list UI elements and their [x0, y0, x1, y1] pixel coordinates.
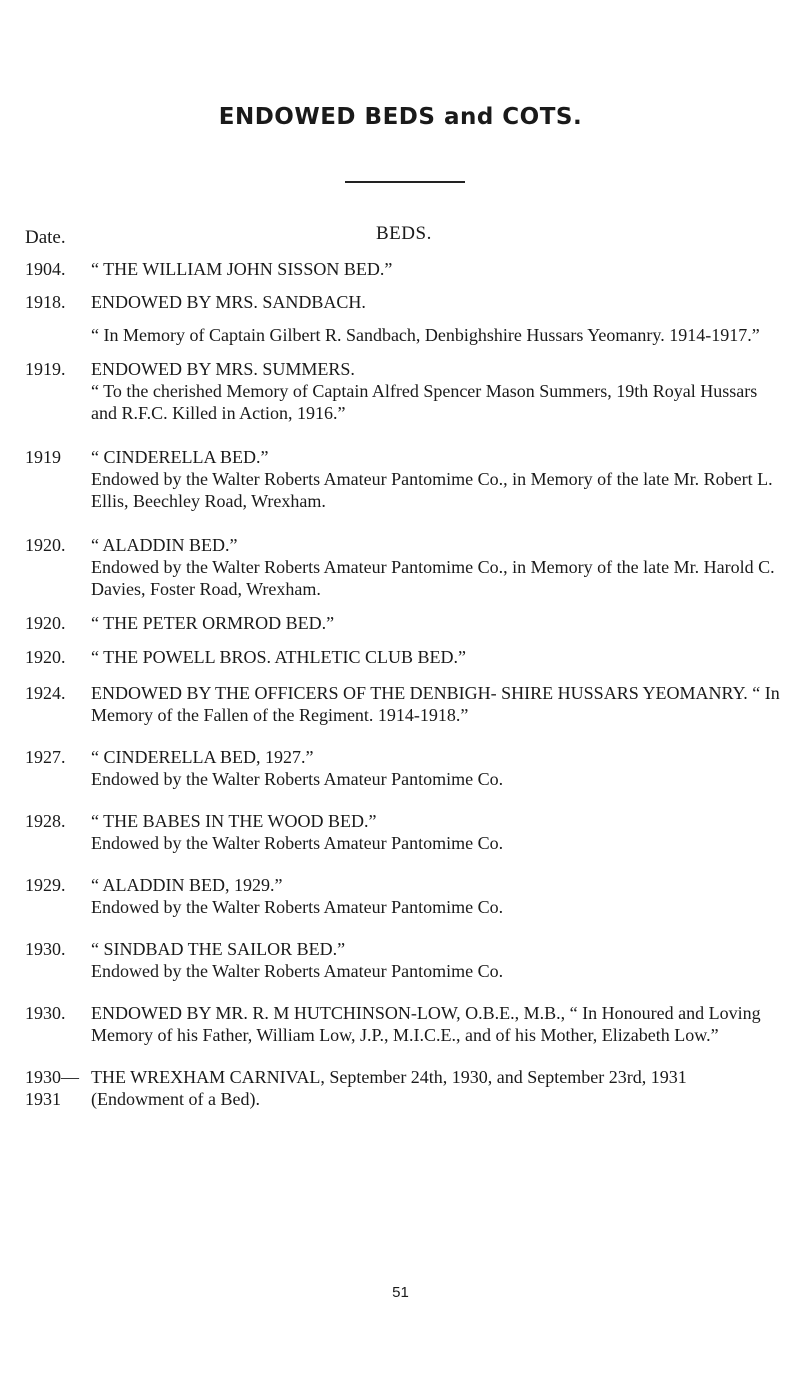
entry-date: 1927. [25, 747, 66, 767]
entry-date: 1928. [25, 811, 66, 831]
entry-text [91, 746, 801, 790]
title-rule [345, 181, 465, 183]
entry-text [91, 291, 801, 346]
entry-date: 1920. [25, 535, 66, 555]
entry-date: 1930. [25, 1003, 66, 1023]
list-item [0, 1066, 801, 1110]
entry-text [91, 358, 801, 424]
entry-text [91, 446, 801, 512]
entry-line: “ In Memory of Captain Gilbert R. Sandbach, Denbighshire Hussars Yeomanry. 1914-1917.” [91, 325, 760, 345]
list-item [0, 534, 801, 600]
entry-line: ENDOWED BY MRS. SANDBACH. [91, 292, 366, 312]
entry-line: “ ALADDIN BED, 1929.” [91, 875, 283, 895]
page-number: 51 [392, 1284, 409, 1301]
entry-line: “ SINDBAD THE SAILOR BED.” [91, 939, 346, 959]
entry-line: THE WREXHAM CARNIVAL, September 24th, 1930, and September 23rd, 1931 (Endowment of a Bed). [91, 1067, 687, 1109]
entry-line: Endowed by the Walter Roberts Amateur Pantomime Co., in Memory of the late Mr. Robert L. Ellis, Beechley Road, Wrexham. [91, 469, 773, 511]
entry-date: 1929. [25, 875, 66, 895]
entry-line: Endowed by the Walter Roberts Amateur Pantomime Co. [91, 833, 504, 853]
entry-line: “ To the cherished Memory of Captain Alfred Spencer Mason Summers, 19th Royal Hussars and R.F.C. Killed in Action, 1916.” [91, 381, 758, 423]
entry-date: 1904. [25, 259, 66, 279]
entry-line: ENDOWED BY MRS. SUMMERS. [91, 359, 355, 379]
list-item [0, 874, 801, 918]
list-item [0, 682, 801, 726]
entry-text [91, 1002, 801, 1046]
entry-date: 1919 [25, 447, 61, 467]
entry-line: “ THE PETER ORMROD BED.” [91, 613, 335, 633]
page-title: ENDOWED BEDS and COTS. [218, 104, 583, 130]
entry-text [91, 646, 801, 668]
entry-line: “ CINDERELLA BED, 1927.” [91, 747, 314, 767]
entry-line: ENDOWED BY THE OFFICERS OF THE DENBIGH- SHIRE HUSSARS YEOMANRY. “ In Memory of the Fallen of the Regiment. 1914-1918.” [91, 683, 780, 725]
entry-text [91, 938, 801, 982]
entry-line: Endowed by the Walter Roberts Amateur Pantomime Co. [91, 961, 504, 981]
list-item [0, 446, 801, 512]
entry-text [91, 258, 801, 280]
entry-text [91, 810, 801, 854]
entry-line: Endowed by the Walter Roberts Amateur Pantomime Co. [91, 769, 504, 789]
list-item [0, 258, 801, 280]
entry-date: 1924. [25, 683, 66, 703]
entry-date: 1930. [25, 939, 66, 959]
list-item [0, 810, 801, 854]
beds-column-header: BEDS. [376, 223, 432, 244]
entry-text [91, 682, 801, 726]
list-item [0, 938, 801, 982]
entry-date: 1930— 1931 [25, 1067, 79, 1109]
entry-text [91, 534, 801, 600]
entry-line: Endowed by the Walter Roberts Amateur Pantomime Co., in Memory of the late Mr. Harold C. Davies, Foster Road, Wrexham. [91, 557, 775, 599]
list-item [0, 291, 801, 346]
entry-line: “ CINDERELLA BED.” [91, 447, 269, 467]
entry-line: ENDOWED BY MR. R. M HUTCHINSON-LOW, O.B.E., M.B., “ In Honoured and Loving Memory of his Father, William Low, J.P., M.I.C.E., and of his Mother, Elizabeth Low.” [91, 1003, 761, 1045]
entry-date: 1920. [25, 647, 66, 667]
entries-list [0, 258, 801, 1110]
entry-text [91, 1066, 801, 1110]
list-item [0, 612, 801, 634]
entry-line: “ ALADDIN BED.” [91, 535, 238, 555]
list-item [0, 1002, 801, 1046]
entry-line: “ THE WILLIAM JOHN SISSON BED.” [91, 259, 393, 279]
entry-date: 1919. [25, 359, 66, 379]
entry-line: Endowed by the Walter Roberts Amateur Pantomime Co. [91, 897, 504, 917]
list-item [0, 746, 801, 790]
entry-line: “ THE BABES IN THE WOOD BED.” [91, 811, 377, 831]
entry-text [91, 612, 801, 634]
entry-date: 1918. [25, 292, 66, 312]
entry-line: “ THE POWELL BROS. ATHLETIC CLUB BED.” [91, 647, 466, 667]
list-item [0, 358, 801, 424]
list-item [0, 646, 801, 668]
entry-date: 1920. [25, 613, 66, 633]
date-column-header: Date. [25, 227, 66, 248]
entry-text [91, 874, 801, 918]
